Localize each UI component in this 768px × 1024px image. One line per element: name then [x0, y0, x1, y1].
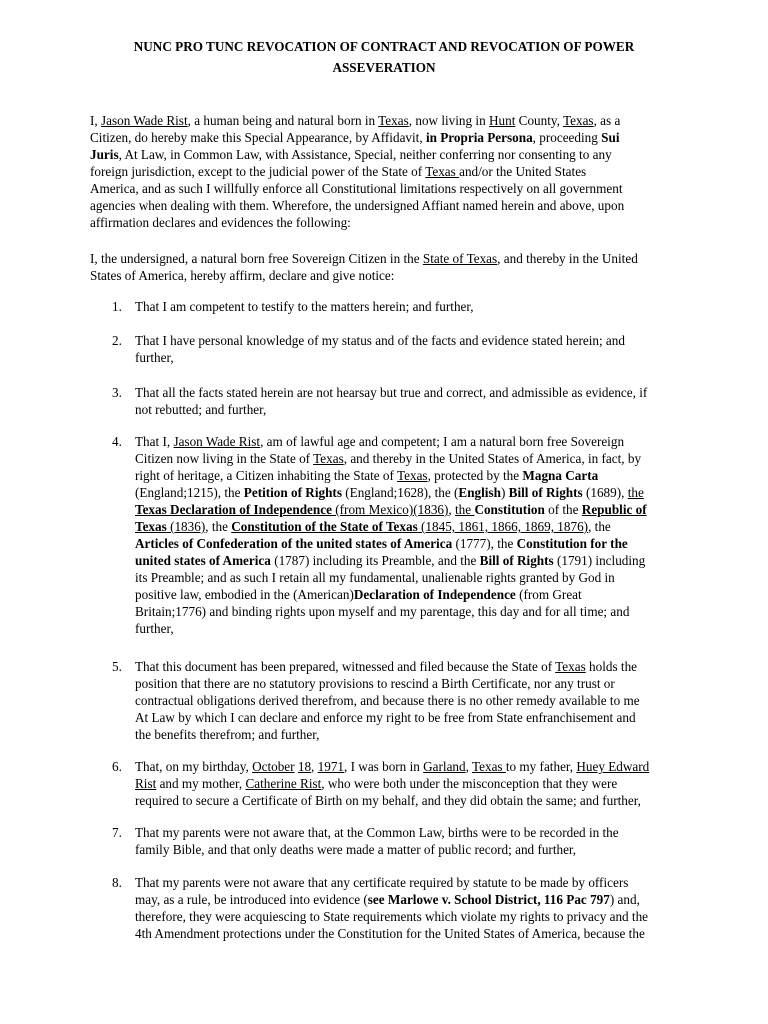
intro-paragraph: I, Jason Wade Rist, a human being and natural born in Texas, now living in Hunt County, Texas, as a Citizen, do hereby make this Special Appearance, by Affidavit, in Propria Persona, proceeding Sui Juris, At Law, in Common Law, with Assistance, Special, neither conferring nor consenting to any foreign jurisdiction, except to the judicial power of the State of Texas and/or the United States America, and as such I willfully enforce all Constitutional limitations respectively on all government agencies when dealing with them. Wherefore, the undersigned Affiant named herein and above, upon affirmation declares and evidences the following:	[90, 113, 625, 230]
title-line-2: ASSEVERATION	[332, 60, 436, 75]
document-title	[90, 36, 678, 78]
name-underlined: Jason Wade Rist	[101, 113, 188, 128]
title-line-1: NUNC PRO TUNC REVOCATION OF CONTRACT AND REVOCATION OF POWER	[133, 39, 635, 54]
affirm-paragraph: I, the undersigned, a natural born free Sovereign Citizen in the State of Texas, and thereby in the United States of America, hereby affirm, declare and give notice:	[90, 251, 638, 283]
document-page: NUNC PRO TUNC REVOCATION OF CONTRACT AND REVOCATION OF POWER ASSEVERATION I, Jason Wade Rist, a human being and natural born in Texas, now living in Hunt County, Texas, as a Citizen, do hereby make this Special Appearance, by Affidavit, in Propria Persona, proceeding Sui Juris, At Law, in Common Law, with Assistance, Special, neither conferring nor consenting to any foreign jurisdiction, except to the judicial power of the State of Texas and/or the United States America, and as such I willfully enforce all Constitutional limitations respectively on all government agencies when dealing with them. Wherefore, the undersigned Affiant named herein and above, upon affirmation declares and evidences the following: I, the undersigned, a natural born free Sovereign Citizen in the State of Texas, and thereby in the United States of America, hereby affirm, declare and give notice: 1. That I am competent to testify to the matters herein; and further, 2. That I have personal knowledge of my status and of the facts and evidence stated herein; and further, 3. That all the facts stated herein are not hearsay but true and correct, and admissible as evidence, if not rebutted; and further, 4. That I, Jason Wade Rist, am of lawful age and competent; I am a natural born free Sovereign Citizen now living in the State of Texas, and thereby in the United States of America, in fact, by right of heritage, a Citizen inhabiting the State of Texas, protected by the Magna Carta (England;1215), the Petition of Rights (England;1628), the (English) Bill of Rights (1689), the Texas Declaration of Independence (from Mexico)(1836), the Constitution of the Republic of Texas (1836), the Constitution of the State of Texas (1845, 1861, 1866, 1869, 1876), the Articles of Confederation of the united states of America (1777), the Constitution for the united states of America (1787) including its Preamble, and the Bill of Rights (1791) including its Preamble; and as such I retain all my fundamental, unalienable rights granted by God in positive law, embodied in the (American)Declaration of Independence (from Great Britain;1776) and binding rights upon myself and my parentage, this day and for all time; and further, 5. That this document has been prepared, witnessed and filed because the State of Texas holds the position that there are no statutory provisions to rescind a Birth Certificate, nor any trust or contractual obligations derived therefrom, and because there is no other remedy available to me At Law by which I can declare and enforce my right to be free from State enfranchisement and the benefits therefrom; and further, 6. That, on my birthday, October 18, 1971, I was born in Garland, Texas to my father, Huey Edward Rist and my mother, Catherine Rist, who were both under the misconception that they were required to secure a Certificate of Birth on my behalf, and they did obtain the same; and further, 7. That my parents were not aware that, at the Common Law, births were to be recorded in the family Bible, and that only deaths were made a matter of public record; and further, 8. That my parents were not aware that any certificate required by statute to be made by officers may, as a rule, be introduced into evidence (see Marlowe v. School District, 116 Pac 797) and, therefore, they were acquiescing to State requirements which violate my rights to privacy and the 4th Amendment protections under the Constitution for the United States of America, because the	[0, 0, 768, 1024]
